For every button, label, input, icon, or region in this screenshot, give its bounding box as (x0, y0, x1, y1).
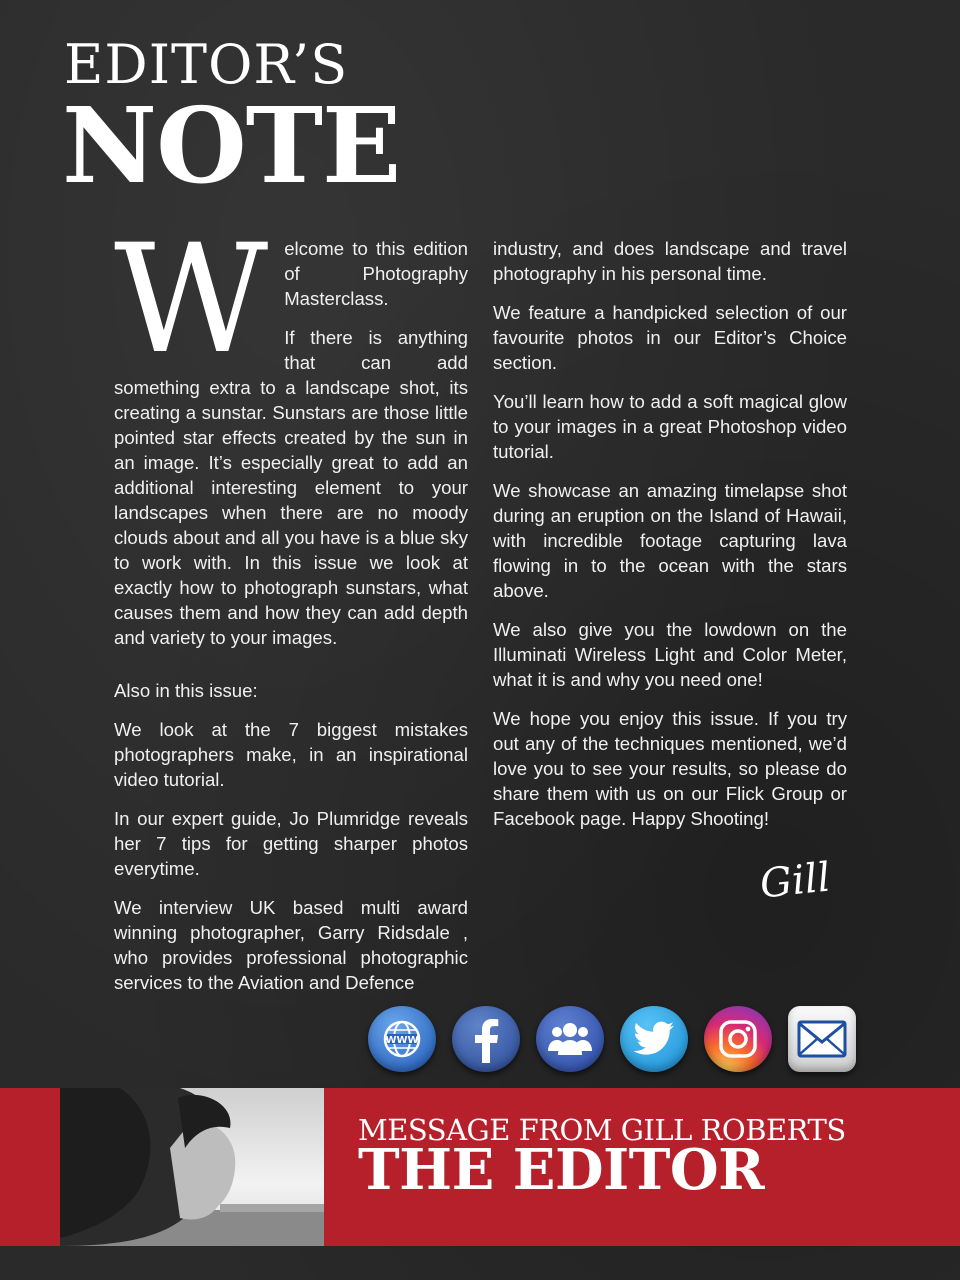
paragraph: In our expert guide, Jo Plumridge reveals her 7 tips for getting sharper photos everytime. (114, 808, 468, 879)
paragraph: If there is anything that can add something extra to a landscape shot, its creating a sunstar. Sunstars are those little pointed star effects created by the sun in an image. It’s especially great to add an additional interesting element to your landscapes when there are no moody clouds about and all you have is a blue sky to work with. In this issue we look at exactly how to photograph sunstars, what causes them and how they can add depth and variety to your images. (114, 327, 468, 648)
dropcap: W (114, 213, 269, 387)
editor-photo (60, 1088, 324, 1246)
right-column (493, 236, 847, 845)
heading-note: NOTE (62, 84, 401, 207)
paragraph: We hope you enjoy this issue. If you try out any of the techniques mentioned, we’d love you to see your results, so please do share them with us on our Flick Group or Facebook page. Happy Shooting! (493, 708, 847, 829)
paragraph: We feature a handpicked selection of our favourite photos in our Editor’s Choice section. (493, 302, 847, 373)
paragraph: Also in this issue: (114, 680, 258, 701)
intro-text: elcome to this edition of Photography Masterclass. (284, 238, 468, 309)
heading-editors: EDITOR’S (64, 33, 349, 96)
instagram-icon[interactable] (704, 1006, 772, 1072)
paragraph: We interview UK based multi award winning photographer, Garry Ridsdale , who provides professional photographic services to the Aviation and Defence (114, 897, 468, 993)
paragraph: You’ll learn how to add a soft magical glow to your images in a great Photoshop video tutorial. (493, 391, 847, 462)
paragraph: We showcase an amazing timelapse shot during an eruption on the Island of Hawaii, with incredible footage capturing lava flowing in to the ocean with the stars above. (493, 480, 847, 601)
social-icons (368, 1006, 856, 1072)
paragraph: We look at the 7 biggest mistakes photographers make, in an inspirational video tutorial. (114, 719, 468, 790)
paragraph: industry, and does landscape and travel photography in his personal time. (493, 238, 847, 284)
signature: Gill (757, 854, 833, 908)
banner-title: THE EDITOR (358, 1137, 765, 1203)
intro-paragraph (114, 213, 468, 387)
svg-text:WWW: WWW (385, 1035, 419, 1046)
left-column (114, 213, 468, 1009)
web-icon[interactable] (368, 1006, 436, 1072)
facebook-icon[interactable] (452, 1006, 520, 1072)
group-icon[interactable] (536, 1006, 604, 1072)
mail-icon[interactable] (788, 1006, 856, 1072)
paragraph: We also give you the lowdown on the Illuminati Wireless Light and Color Meter, what it is and why you need one! (493, 619, 847, 690)
banner-subtitle: MESSAGE FROM GILL ROBERTS (358, 1113, 846, 1147)
twitter-icon[interactable] (620, 1006, 688, 1072)
